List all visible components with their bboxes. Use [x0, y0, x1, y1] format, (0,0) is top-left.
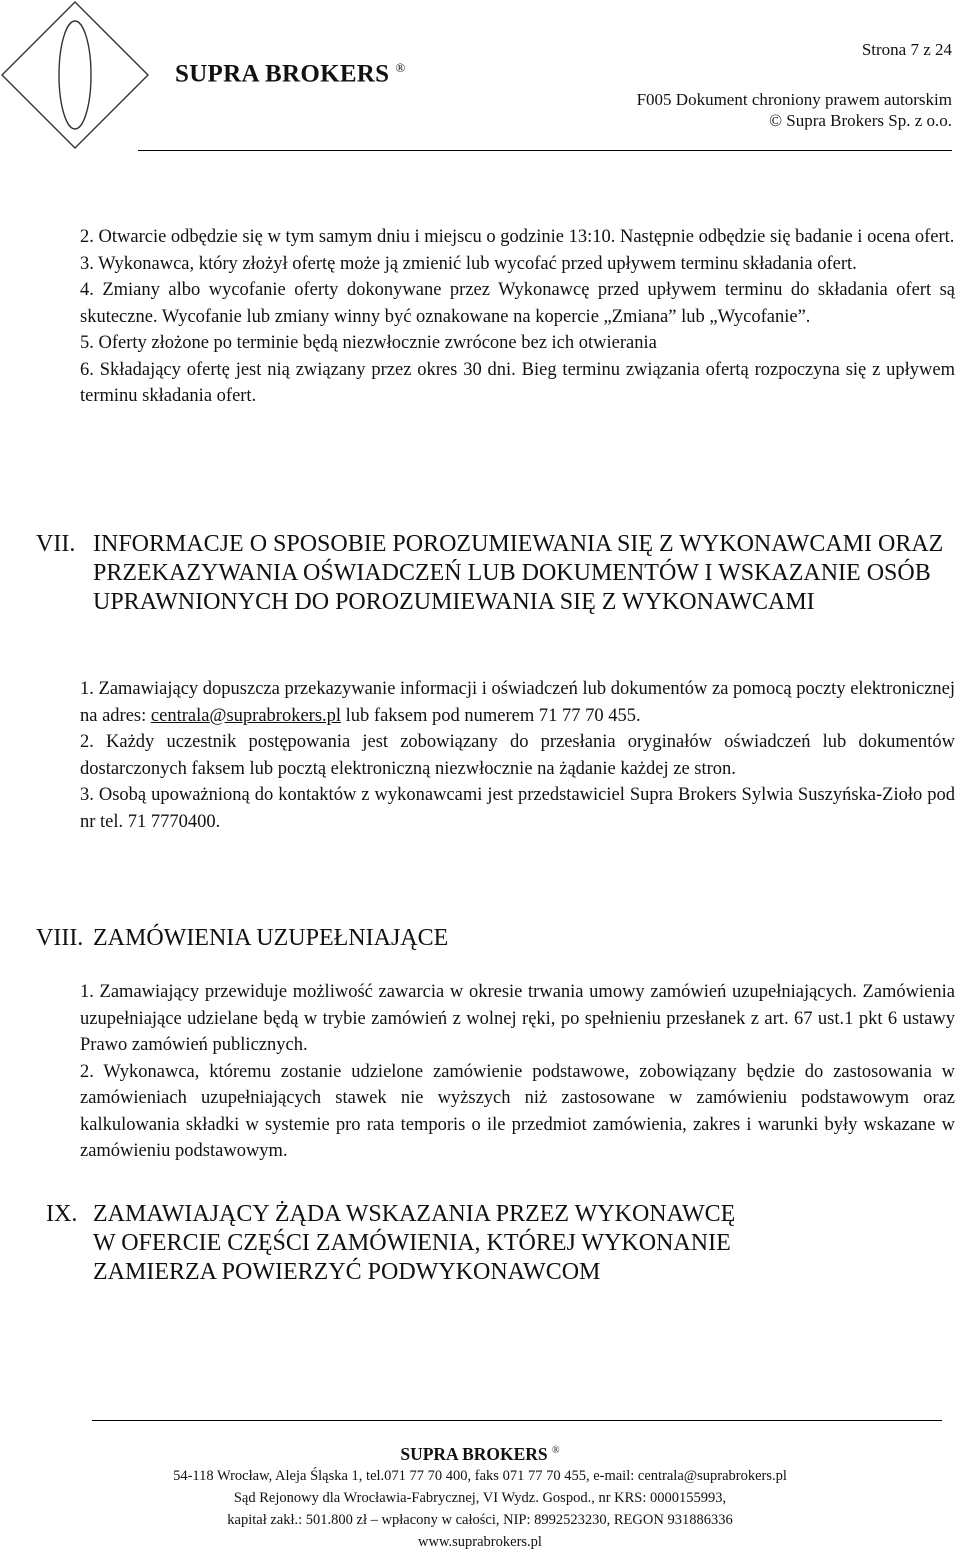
registered-mark: ® — [395, 60, 406, 75]
section-vii-body — [80, 676, 955, 835]
list-item: 4. Zmiany albo wycofanie oferty dokonywane przez Wykonawcę przed upływem terminu do składania ofert są skuteczne. Wycofanie lub zmiany winny być oznakowane na kopercie „Zmiana” lub „Wycofanie”. — [80, 280, 955, 327]
section-title: INFORMACJE O SPOSOBIE POROZUMIEWANIA SIĘ Z WYKONAWCAMI ORAZ PRZEKAZYWANIA OŚWIADCZEŃ LUB DOKUMENTÓW I WSKAZANIE OSÓB UPRAWNIONYCH DO POROZUMIEWANIA SIĘ Z WYKONAWCAMI — [93, 531, 944, 615]
footer-address: 54-118 Wrocław, Aleja Śląska 1, tel.071 77 70 400, faks 071 77 70 455, e-mail: centrala@suprabrokers.pl — [173, 1467, 787, 1484]
section-viii-body — [80, 979, 955, 1165]
section-number: IX. — [46, 1201, 78, 1227]
list-item: 3. Osobą upoważnioną do kontaktów z wykonawcami jest przedstawiciel Supra Brokers Sylwia Suszyńska-Zioło pod nr tel. 71 7770400. — [80, 785, 955, 832]
footer-website: www.suprabrokers.pl — [418, 1533, 542, 1550]
email-link[interactable]: centrala@suprabrokers.pl — [150, 705, 342, 726]
section-title: ZAMÓWIENIA UZUPEŁNIAJĄCE — [93, 925, 449, 951]
section-number: VIII. — [36, 925, 84, 951]
list-item: 3. Wykonawca, który złożył ofertę może ją zmienić lub wycofać przed upływem terminu składania ofert. — [80, 253, 857, 274]
document-id: F005 Dokument chroniony prawem autorskim — [636, 90, 952, 109]
list-item: 5. Oferty złożone po terminie będą niezwłocznie zwrócone bez ich otwierania — [80, 333, 657, 353]
footer-capital-info: kapitał zakł.: 501.800 zł – wpłacony w całości, NIP: 8992523230, REGON 931886336 — [227, 1511, 733, 1528]
list-item: 2. Każdy uczestnik postępowania jest zobowiązany do przesłania oryginałów oświadczeń lub dokumentów dostarczonych faksem lub pocztą elektroniczną niezwłocznie na żądanie każdej ze stron. — [80, 732, 955, 779]
page-number: Strona 7 z 24 — [861, 40, 952, 59]
list-item: 2. Wykonawca, któremu zostanie udzielone zamówienie podstawowe, zobowiązany będzie do zastosowania w zamówieniach uzupełniających stawek nie wyższych niż zastosowane w zamówieniu podstawowym oraz kalkulowania składki w systemie pro rata temporis o ile przedmiot zamówienia, zakres i warunki były wskazane w zamówieniu podstawowym. — [80, 1061, 955, 1161]
footer-divider — [92, 1420, 942, 1421]
list-item: 2. Otwarcie odbędzie się w tym samym dniu i miejscu o godzinie 13:10. Następnie odbędzie się badanie i ocena ofert. — [80, 227, 955, 247]
section-title: ZAMAWIAJĄCY ŻĄDA WSKAZANIA PRZEZ WYKONAWCĘ W OFERCIE CZĘŚCI ZAMÓWIENIA, KTÓREJ WYKONANIE ZAMIERZA POWIERZYĆ PODWYKONAWCOM — [93, 1201, 736, 1285]
footer — [0, 1440, 960, 1553]
copyright-notice: © Supra Brokers Sp. z o.o. — [769, 111, 952, 130]
list-item: 6. Składający ofertę jest nią związany przez okres 30 dni. Bieg terminu związania ofertą rozpoczyna się z upływem terminu składania ofert. — [80, 359, 955, 406]
list-item: 1. Zamawiający przewiduje możliwość zawarcia w okresie trwania umowy zamówień uzupełniających. Zamówienia uzupełniające udzielane będą w trybie zamówień z wolnej ręki, po spełnieniu przesłanek z art. 67 ust.1 pkt 6 ustawy Prawo zamówień publicznych. — [80, 982, 955, 1055]
header-brand: SUPRA BROKERS ® — [175, 60, 406, 88]
footer-brand: SUPRA BROKERS ® — [400, 1443, 560, 1464]
footer-court-registration: Sąd Rejonowy dla Wrocławia-Fabrycznej, VI Wydz. Gospod., nr KRS: 0000155993, — [233, 1489, 727, 1506]
header-divider — [138, 150, 952, 151]
supra-brokers-logo-icon — [0, 0, 150, 150]
list-item: 1. Zamawiający dopuszcza przekazywanie informacji i oświadczeń lub dokumentów za pomocą poczty elektronicznej na adres: centrala@suprabrokers.pl lub faksem pod numerem 71 77 70 455. — [80, 679, 955, 726]
opening-items — [80, 224, 955, 410]
section-number: VII. — [36, 531, 76, 557]
